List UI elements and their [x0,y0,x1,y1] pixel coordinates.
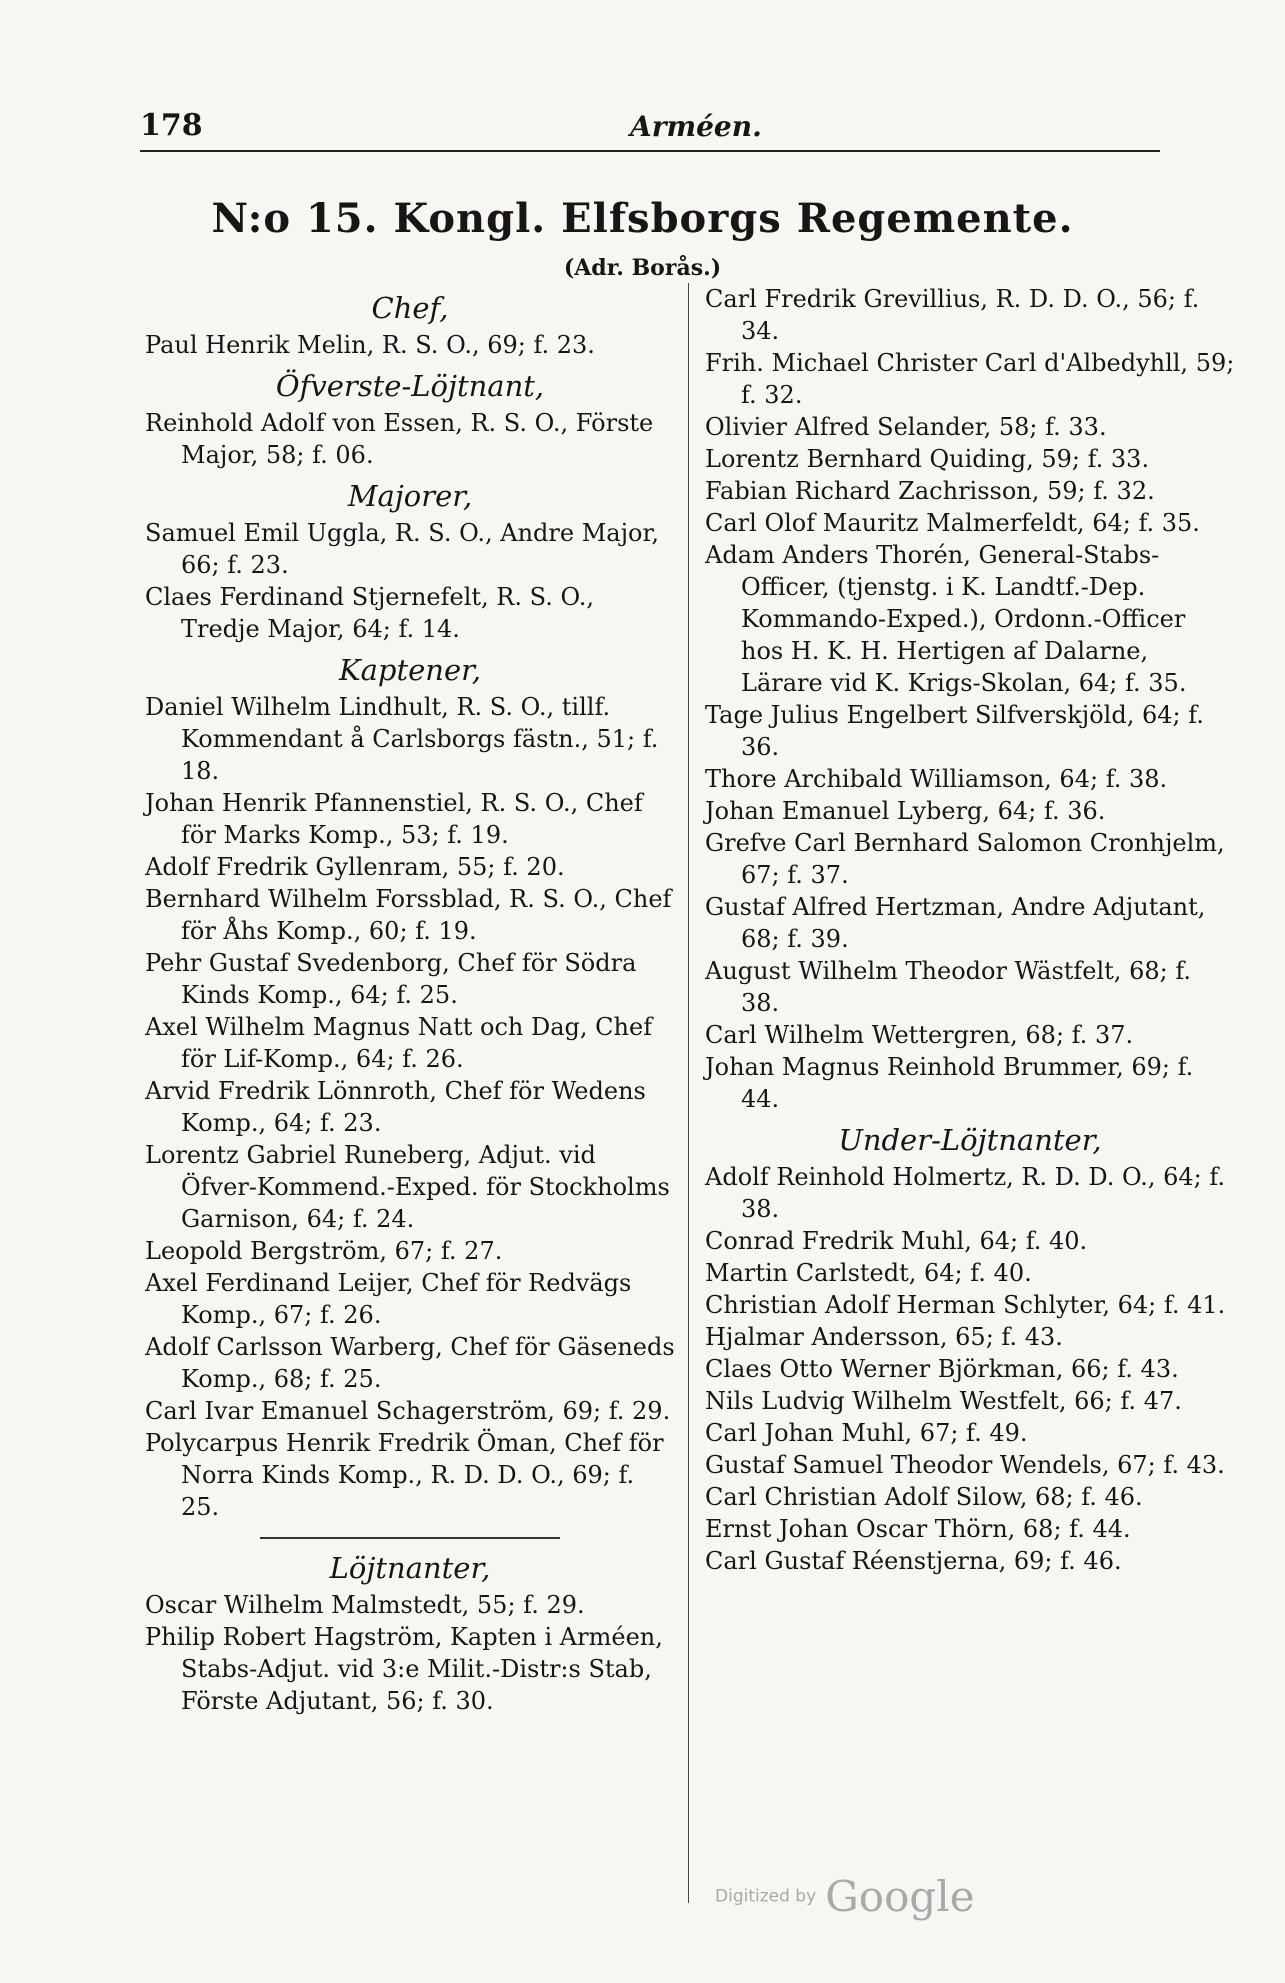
officer-entry: August Wilhelm Theodor Wästfelt, 68; f. 38. [705,957,1191,1017]
header-rule [140,150,1160,152]
officer-entry: Johan Emanuel Lyberg, 64; f. 36. [705,797,1106,825]
officer-entry: Fabian Richard Zachrisson, 59; f. 32. [705,477,1155,505]
officer-entry: Oscar Wilhelm Malmstedt, 55; f. 29. [145,1591,585,1619]
officer-entry: Hjalmar Andersson, 65; f. 43. [705,1323,1063,1351]
officer-entry: Claes Ferdinand Stjernefelt, R. S. O., Tredje Major, 64; f. 14. [145,583,594,643]
officer-entry: Carl Ivar Emanuel Schagerström, 69; f. 29. [145,1397,671,1425]
page-header [140,108,1160,152]
digitized-by-text: Digitized by [715,1886,817,1907]
officer-entry: Lorentz Gabriel Runeberg, Adjut. vid Öfver-Kommend.-Exped. för Stockholms Garnison, 64; f. 24. [145,1141,670,1233]
running-title: Arméen. [630,110,762,143]
officer-entry: Gustaf Alfred Hertzman, Andre Adjutant, 68; f. 39. [705,893,1206,953]
officer-entry: Gustaf Samuel Theodor Wendels, 67; f. 43. [705,1451,1225,1479]
officer-entry: Thore Archibald Williamson, 64; f. 38. [705,765,1168,793]
section-heading: Öfverste-Löjtnant, [275,369,545,403]
officer-entry: Christian Adolf Herman Schlyter, 64; f. 41. [705,1291,1226,1319]
officer-entry: Carl Wilhelm Wettergren, 68; f. 37. [705,1021,1134,1049]
officer-entry: Ernst Johan Oscar Thörn, 68; f. 44. [705,1515,1131,1543]
officer-entry: Conrad Fredrik Muhl, 64; f. 40. [705,1227,1088,1255]
officer-entry: Martin Carlstedt, 64; f. 40. [705,1259,1032,1287]
left-column [145,283,675,1717]
google-logo: Google [825,1872,975,1921]
officer-entry: Nils Ludvig Wilhelm Westfelt, 66; f. 47. [705,1387,1182,1415]
regiment-address: (Adr. Borås.) [563,255,722,281]
section-heading: Löjtnanter, [329,1551,491,1585]
section-heading: Majorer, [347,479,473,513]
officer-entry: Axel Ferdinand Leijer, Chef för Redvägs Komp., 67; f. 26. [145,1269,632,1329]
officer-entry: Carl Fredrik Grevillius, R. D. D. O., 56; f. 34. [705,285,1200,345]
officer-entry: Arvid Fredrik Lönnroth, Chef för Wedens Komp., 64; f. 23. [145,1077,646,1137]
officer-entry: Adolf Fredrik Gyllenram, 55; f. 20. [145,853,565,881]
officer-entry: Reinhold Adolf von Essen, R. S. O., Förste Major, 58; f. 06. [145,409,654,469]
officer-entry: Grefve Carl Bernhard Salomon Cronhjelm, 67; f. 37. [705,829,1225,889]
officer-entry: Adolf Carlsson Warberg, Chef för Gäseneds Komp., 68; f. 25. [145,1333,675,1393]
officer-entry: Johan Henrik Pfannenstiel, R. S. O., Chef för Marks Komp., 53; f. 19. [145,789,643,849]
officer-entry: Carl Olof Mauritz Malmerfeldt, 64; f. 35. [705,509,1200,537]
digitized-watermark [715,1872,975,1921]
officer-entry: Adolf Reinhold Holmertz, R. D. D. O., 64; f. 38. [705,1163,1226,1223]
officer-entry: Olivier Alfred Selander, 58; f. 33. [705,413,1107,441]
section-rule [260,1537,560,1539]
officer-entry: Samuel Emil Uggla, R. S. O., Andre Major, 66; f. 23. [145,519,659,579]
officer-entry: Bernhard Wilhelm Forssblad, R. S. O., Chef för Åhs Komp., 60; f. 19. [145,885,672,945]
officer-entry: Johan Magnus Reinhold Brummer, 69; f. 44. [705,1053,1194,1113]
officer-entry: Polycarpus Henrik Fredrik Öman, Chef för Norra Kinds Komp., R. D. D. O., 69; f. 25. [145,1429,664,1521]
officer-entry: Daniel Wilhelm Lindhult, R. S. O., tillf. Kommendant å Carlsborgs fästn., 51; f. 18. [145,693,659,785]
officer-entry: Philip Robert Hagström, Kapten i Arméen, Stabs-Adjut. vid 3:e Milit.-Distr:s Stab, Förste Adjutant, 56; f. 30. [145,1623,663,1715]
section-heading: Kaptener, [338,653,482,687]
officer-entry: Lorentz Bernhard Quiding, 59; f. 33. [705,445,1150,473]
officer-entry: Carl Johan Muhl, 67; f. 49. [705,1419,1028,1447]
officer-entry: Tage Julius Engelbert Silfverskjöld, 64; f. 36. [705,701,1204,761]
officer-entry: Pehr Gustaf Svedenborg, Chef för Södra Kinds Komp., 64; f. 25. [145,949,637,1009]
regiment-title: N:o 15. Kongl. Elfsborgs Regemente. [211,195,1074,242]
right-column [705,283,1235,1577]
column-divider [688,283,689,1903]
officer-entry: Claes Otto Werner Björkman, 66; f. 43. [705,1355,1179,1383]
officer-entry: Frih. Michael Christer Carl d'Albedyhll, 59; f. 32. [705,349,1235,409]
page-number: 178 [140,108,203,143]
officer-entry: Axel Wilhelm Magnus Natt och Dag, Chef för Lif-Komp., 64; f. 26. [145,1013,653,1073]
officer-entry: Paul Henrik Melin, R. S. O., 69; f. 23. [145,331,595,359]
officer-entry: Carl Gustaf Réenstjerna, 69; f. 46. [705,1547,1122,1575]
officer-entry: Adam Anders Thorén, General-Stabs-Officer, (tjenstg. i K. Landtf.-Dep. Kommando-Exped.), Ordonn.-Officer hos H. K. H. Hertigen af Dalarne, Lärare vid K. Krigs-Skolan, 64; f. 35. [705,541,1187,697]
officer-entry: Leopold Bergström, 67; f. 27. [145,1237,503,1265]
section-heading: Under-Löjtnanter, [838,1123,1102,1157]
officer-entry: Carl Christian Adolf Silow, 68; f. 46. [705,1483,1143,1511]
section-heading: Chef, [371,291,449,325]
